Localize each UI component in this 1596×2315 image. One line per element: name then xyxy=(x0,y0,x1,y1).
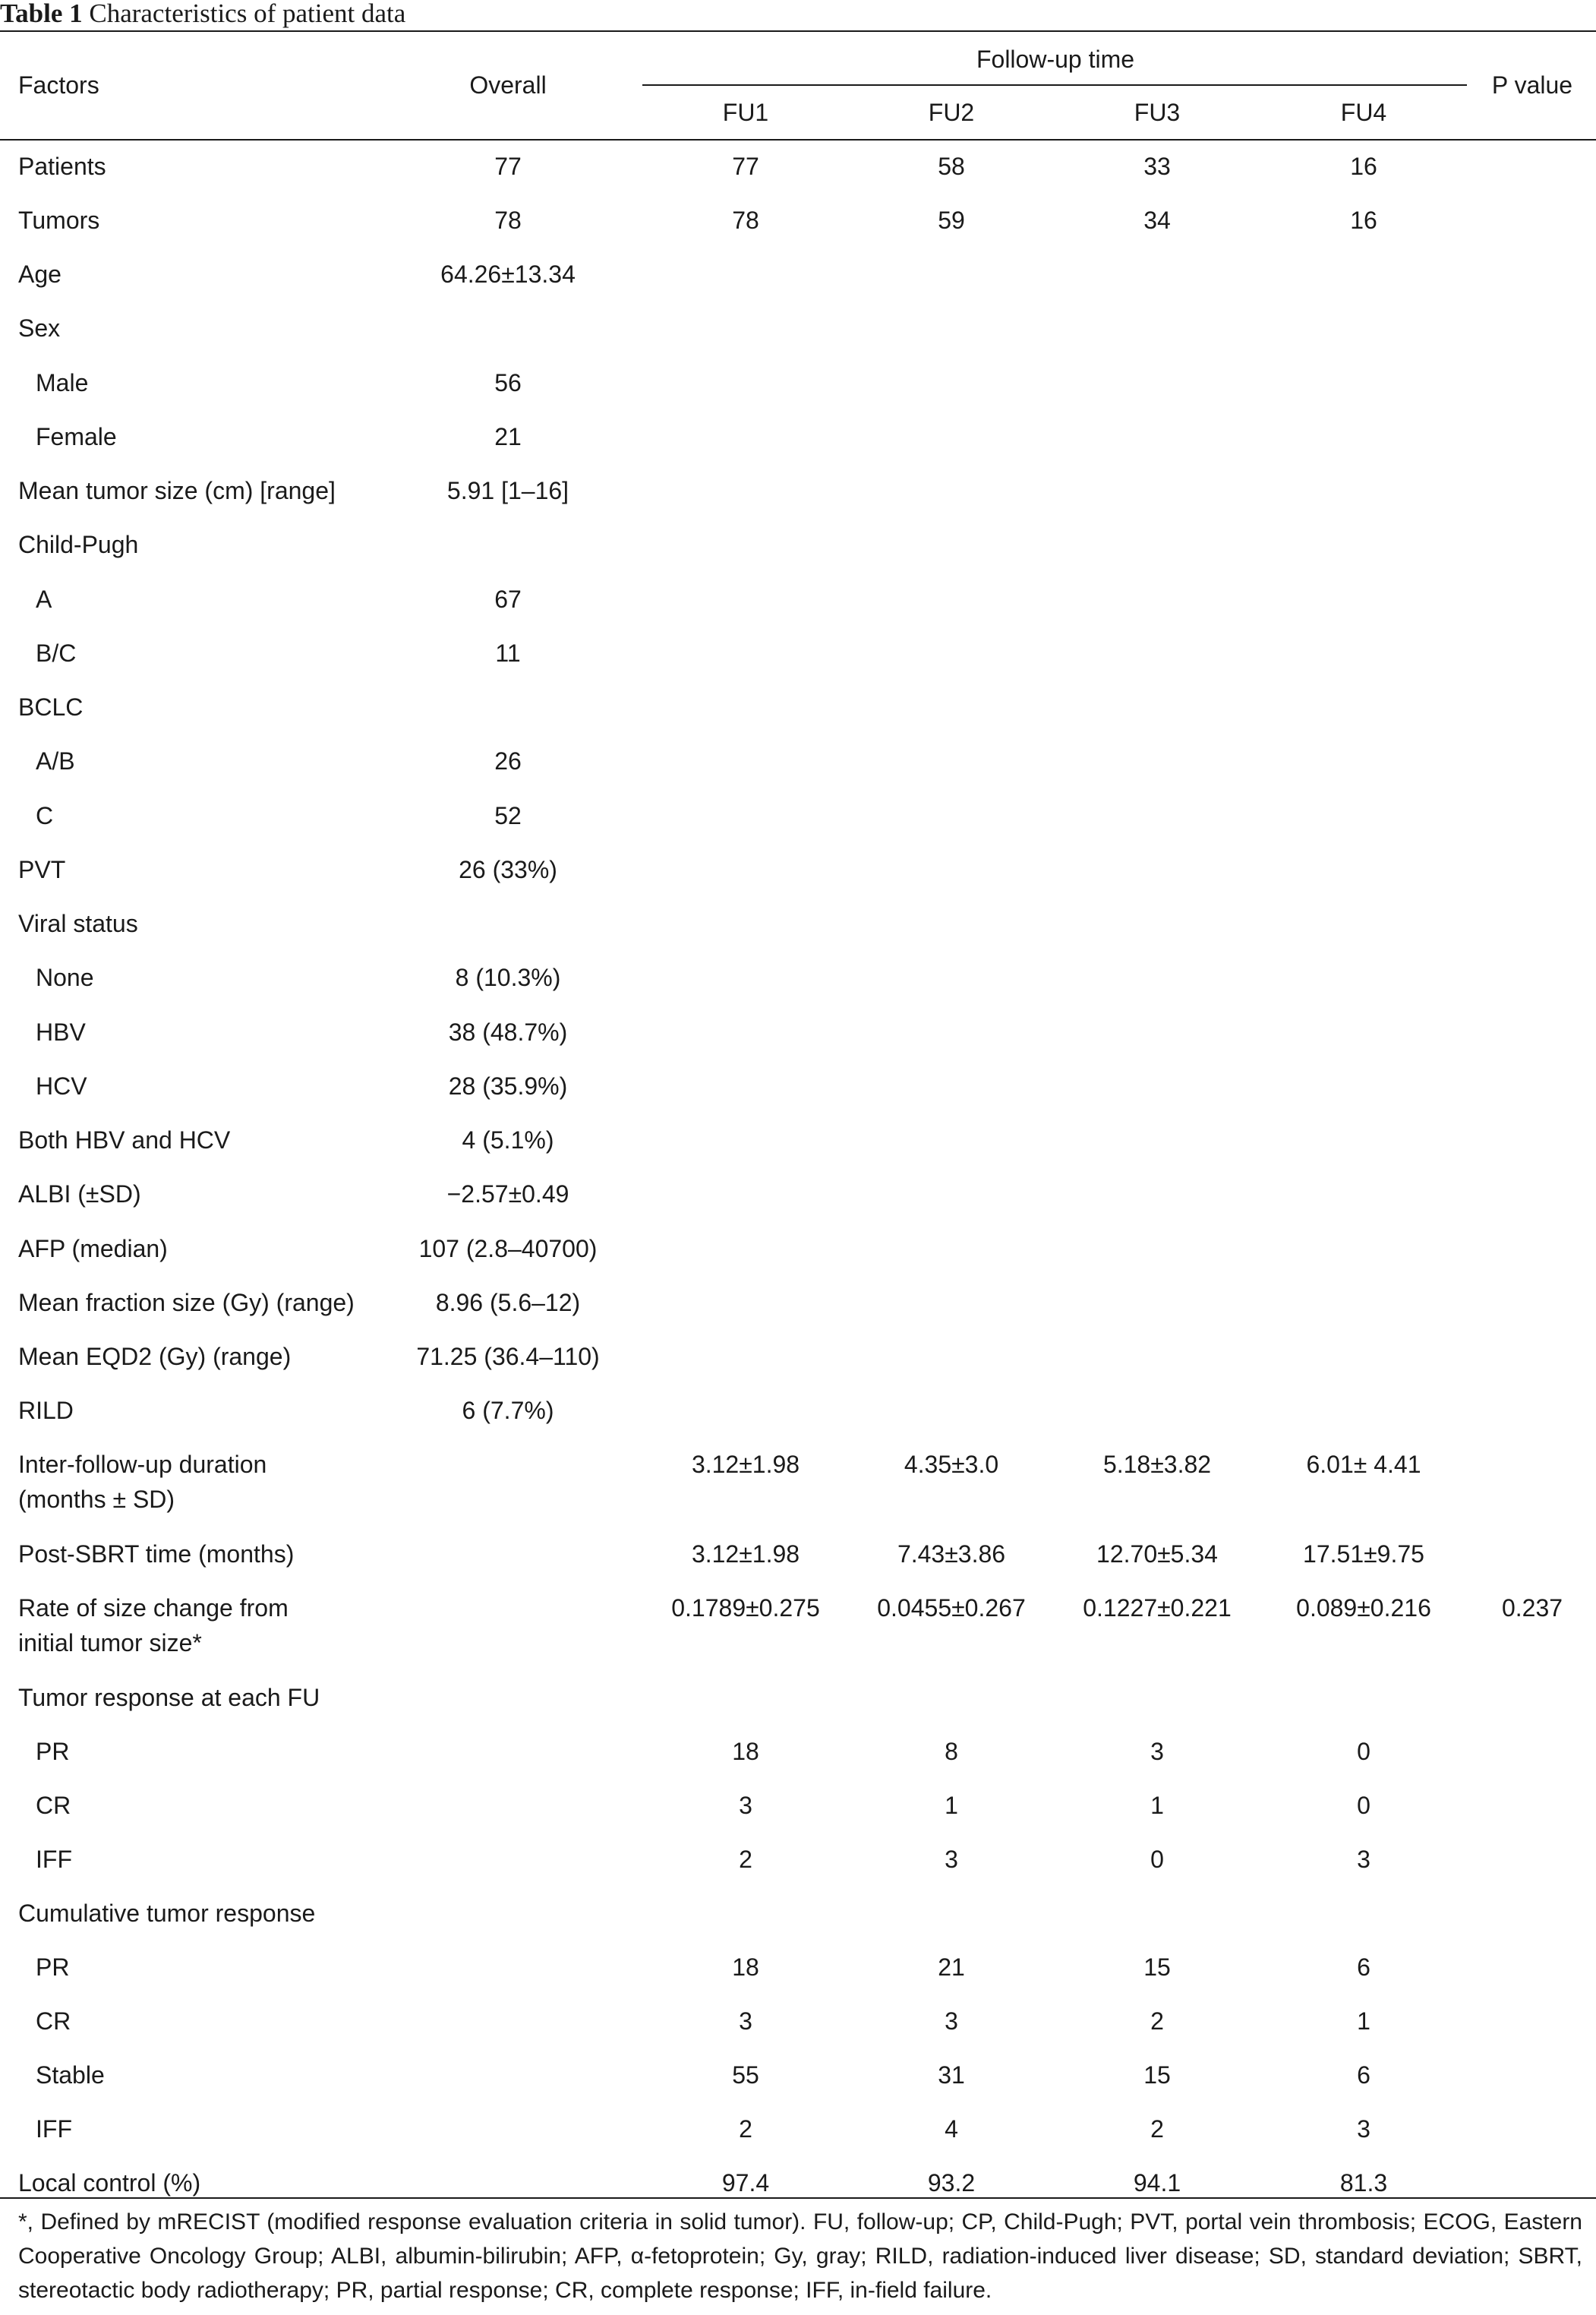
fu2-cell: 3 xyxy=(945,2007,958,2035)
fu1-cell: 78 xyxy=(732,207,759,234)
top-rule xyxy=(0,30,1596,32)
header-factors: Factors xyxy=(18,71,99,99)
fu3-cell: 15 xyxy=(1143,2061,1171,2089)
fu4-cell: 16 xyxy=(1350,207,1377,234)
overall-cell: 64.26±13.34 xyxy=(440,261,576,288)
row-label: Mean tumor size (cm) [range] xyxy=(18,477,336,504)
row-label: Inter-follow-up duration (months ± SD) xyxy=(18,1451,267,1513)
row-label: BCLC xyxy=(18,693,84,721)
row-label: AFP (median) xyxy=(18,1235,168,1262)
overall-cell: 52 xyxy=(494,802,522,829)
row-label: Female xyxy=(36,423,117,450)
fu3-cell: 2 xyxy=(1150,2115,1164,2143)
overall-cell: 26 xyxy=(494,747,522,775)
overall-cell: 5.91 [1–16] xyxy=(446,477,569,504)
row-label: A xyxy=(36,586,52,613)
overall-cell: 78 xyxy=(494,207,522,234)
fu4-cell: 16 xyxy=(1350,153,1377,180)
header-overall: Overall xyxy=(469,71,547,99)
row-label: CR xyxy=(36,1792,71,1819)
fu3-cell: 1 xyxy=(1150,1792,1164,1819)
fu1-cell: 18 xyxy=(732,1738,759,1765)
fu3-cell: 0 xyxy=(1150,1846,1164,1873)
header-p-value: P value xyxy=(1491,71,1573,99)
fu3-cell: 94.1 xyxy=(1133,2169,1181,2197)
overall-cell: 6 (7.7%) xyxy=(462,1397,554,1424)
overall-cell: 21 xyxy=(494,423,522,450)
row-label: Post-SBRT time (months) xyxy=(18,1540,295,1568)
fu1-cell: 0.1789±0.275 xyxy=(671,1594,820,1622)
overall-cell: 4 (5.1%) xyxy=(462,1126,554,1154)
fu3-cell: 34 xyxy=(1143,207,1171,234)
header-fu3: FU3 xyxy=(1134,99,1181,126)
row-label: Sex xyxy=(18,314,61,342)
fu4-cell: 6.01± 4.41 xyxy=(1306,1451,1421,1478)
fu2-cell: 21 xyxy=(938,1953,965,1981)
fu3-cell: 12.70±5.34 xyxy=(1096,1540,1218,1568)
row-label: C xyxy=(36,802,54,829)
row-label: IFF xyxy=(36,1846,72,1873)
fu2-cell: 1 xyxy=(945,1792,958,1819)
fu1-cell: 77 xyxy=(732,153,759,180)
overall-cell: 56 xyxy=(494,369,522,396)
overall-cell: 28 (35.9%) xyxy=(448,1072,568,1100)
fu4-cell: 3 xyxy=(1357,1846,1370,1873)
fu2-cell: 4.35±3.0 xyxy=(904,1451,999,1478)
fu4-cell: 1 xyxy=(1357,2007,1370,2035)
overall-cell: 77 xyxy=(494,153,522,180)
fu3-cell: 3 xyxy=(1150,1738,1164,1765)
fu2-cell: 58 xyxy=(938,153,965,180)
fu2-cell: 4 xyxy=(945,2115,958,2143)
fu2-cell: 59 xyxy=(938,207,965,234)
fu4-cell: 3 xyxy=(1357,2115,1370,2143)
row-label: Rate of size change from initial tumor size* xyxy=(18,1594,289,1657)
fu1-cell: 3.12±1.98 xyxy=(691,1540,800,1568)
row-label: Male xyxy=(36,369,89,396)
bottom-rule xyxy=(0,2197,1596,2199)
table-caption xyxy=(0,0,405,29)
fu2-cell: 0.0455±0.267 xyxy=(877,1594,1026,1622)
fu1-cell: 3 xyxy=(739,2007,752,2035)
overall-cell: 67 xyxy=(494,586,522,613)
header-fu2: FU2 xyxy=(928,99,975,126)
overall-cell: −2.57±0.49 xyxy=(446,1180,569,1208)
fu3-cell: 15 xyxy=(1143,1953,1171,1981)
overall-cell: 38 (48.7%) xyxy=(448,1019,568,1046)
fu1-cell: 3 xyxy=(739,1792,752,1819)
row-label: HCV xyxy=(36,1072,87,1100)
row-label: HBV xyxy=(36,1019,86,1046)
overall-cell: 71.25 (36.4–110) xyxy=(416,1343,600,1370)
row-label: IFF xyxy=(36,2115,72,2143)
row-label: None xyxy=(36,964,94,991)
fu4-cell: 0 xyxy=(1357,1738,1370,1765)
fu1-cell: 97.4 xyxy=(721,2169,770,2197)
overall-cell: 11 xyxy=(495,640,521,667)
overall-cell: 26 (33%) xyxy=(459,856,557,883)
fu1-cell: 3.12±1.98 xyxy=(691,1451,800,1478)
row-label: RILD xyxy=(18,1397,74,1424)
fu1-cell: 18 xyxy=(732,1953,759,1981)
p-value-cell: 0.237 xyxy=(1501,1594,1563,1622)
row-label: Local control (%) xyxy=(18,2169,201,2197)
row-label: Child-Pugh xyxy=(18,531,139,558)
row-label: B/C xyxy=(36,640,77,667)
row-label: Tumor response at each FU xyxy=(18,1684,320,1711)
row-label: Tumors xyxy=(18,207,100,234)
fu3-cell: 2 xyxy=(1150,2007,1164,2035)
row-label: Age xyxy=(18,261,62,288)
table-label: Table 1 xyxy=(0,0,83,28)
fu4-cell: 6 xyxy=(1357,1953,1370,1981)
fu2-cell: 31 xyxy=(938,2061,965,2089)
table-footnote: *, Defined by mRECIST (modified response evaluation criteria in solid tumor). FU, follow-up; CP, Child-Pugh; PVT, portal vein thrombosis; ECOG, Eastern Cooperative Oncology Group; ALBI, albumin-bilirubin; AFP, α-fetoprotein; Gy, gray; RILD, radiation-induced liver disease; SD, standard deviation; SBRT, stereotactic body radiotherapy; PR, partial response; CR, complete response; IFF, in-field failure. xyxy=(18,2209,1582,2303)
fu4-cell: 81.3 xyxy=(1339,2169,1388,2197)
group-rule xyxy=(642,84,1467,86)
row-label: Viral status xyxy=(18,910,138,937)
overall-cell: 8.96 (5.6–12) xyxy=(435,1289,581,1316)
fu1-cell: 2 xyxy=(739,1846,752,1873)
overall-cell: 8 (10.3%) xyxy=(455,964,561,991)
row-label: CR xyxy=(36,2007,71,2035)
row-label: ALBI (±SD) xyxy=(18,1180,141,1208)
row-label: PVT xyxy=(18,856,66,883)
table-title: Characteristics of patient data xyxy=(89,0,406,28)
fu3-cell: 0.1227±0.221 xyxy=(1083,1594,1232,1622)
row-label: Both HBV and HCV xyxy=(18,1126,231,1154)
row-label: A/B xyxy=(36,747,75,775)
row-label: Cumulative tumor response xyxy=(18,1900,316,1927)
fu2-cell: 3 xyxy=(945,1846,958,1873)
fu4-cell: 6 xyxy=(1357,2061,1370,2089)
fu4-cell: 0 xyxy=(1357,1792,1370,1819)
overall-cell: 107 (2.8–40700) xyxy=(418,1235,598,1262)
fu2-cell: 93.2 xyxy=(927,2169,976,2197)
fu4-cell: 0.089±0.216 xyxy=(1296,1594,1431,1622)
fu4-cell: 17.51±9.75 xyxy=(1303,1540,1424,1568)
header-fu4: FU4 xyxy=(1340,99,1387,126)
row-label: Mean fraction size (Gy) (range) xyxy=(18,1289,355,1316)
row-label: PR xyxy=(36,1738,70,1765)
row-label: Patients xyxy=(18,153,106,180)
fu2-cell: 7.43±3.86 xyxy=(897,1540,1006,1568)
fu1-cell: 2 xyxy=(739,2115,752,2143)
header-fu1: FU1 xyxy=(722,99,769,126)
row-label: Mean EQD2 (Gy) (range) xyxy=(18,1343,292,1370)
fu1-cell: 55 xyxy=(732,2061,759,2089)
header-followup-group: Follow-up time xyxy=(976,46,1135,73)
fu2-cell: 8 xyxy=(945,1738,958,1765)
header-rule xyxy=(0,139,1596,141)
fu3-cell: 33 xyxy=(1143,153,1171,180)
row-label: Stable xyxy=(36,2061,105,2089)
fu3-cell: 5.18±3.82 xyxy=(1102,1451,1212,1478)
row-label: PR xyxy=(36,1953,70,1981)
